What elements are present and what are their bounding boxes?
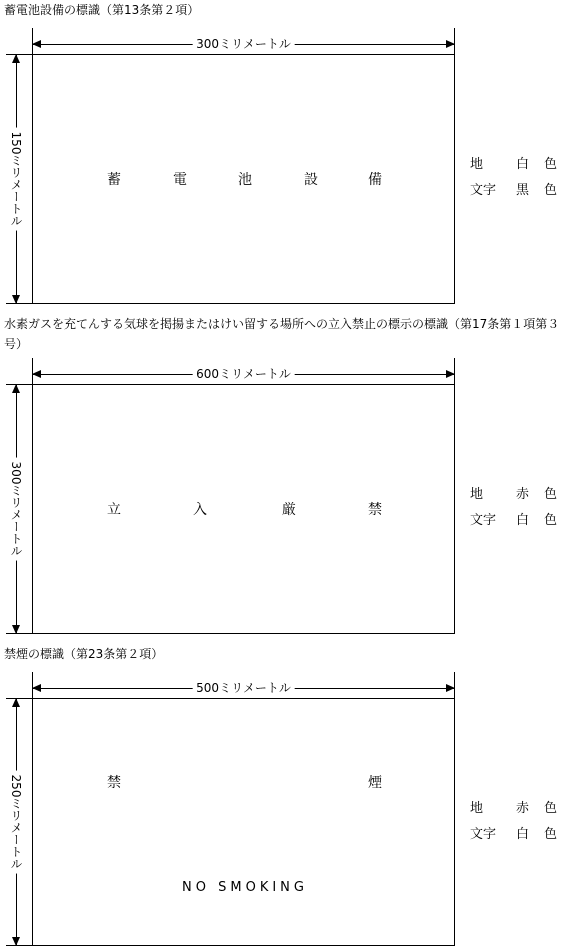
arrow-right-icon (446, 40, 455, 48)
legend-text-value: 黒 (516, 183, 530, 198)
height-label-3: 250ミリメートル (9, 771, 23, 874)
legend-ground-key: 地 (470, 157, 484, 172)
arrow-up-icon (12, 698, 20, 707)
sign-1-char: 蓄 (107, 172, 121, 188)
height-label-2: 300ミリメートル (9, 458, 23, 561)
sign-1-char: 設 (304, 172, 318, 188)
sign-3-char: 煙 (368, 775, 382, 791)
height-dimension-1 (6, 54, 26, 304)
arrow-up-icon (12, 54, 20, 63)
width-dimension-2 (32, 364, 455, 384)
legend-text-key: 文字 (470, 827, 497, 842)
legend-ground-value-suffix: 色 (544, 487, 558, 502)
height-dimension-2 (6, 384, 26, 634)
legend-ground-value-suffix: 色 (544, 157, 558, 172)
legend-1 (470, 152, 570, 204)
legend-ground-key: 地 (470, 801, 484, 816)
sign-2-char: 禁 (368, 502, 382, 518)
legend-ground-value: 赤 (516, 801, 530, 816)
width-dimension-3 (32, 678, 455, 698)
legend-text-value: 白 (516, 827, 530, 842)
legend-text-key: 文字 (470, 513, 497, 528)
legend-text-value-suffix: 色 (544, 183, 558, 198)
sign-3-char: 禁 (107, 775, 121, 791)
sign-3-english: NO SMOKING (182, 880, 308, 895)
legend-ground-value-suffix: 色 (544, 801, 558, 816)
legend-ground-value: 白 (516, 157, 530, 172)
section-2-caption: 水素ガスを充てんする気球を掲揚またはけい留する場所への立入禁止の標示の標識（第17条第１項第３号） (4, 317, 560, 351)
section-3-caption: 禁煙の標識（第23条第２項） (4, 647, 164, 661)
legend-text-key: 文字 (470, 183, 497, 198)
arrow-down-icon (12, 295, 20, 304)
sign-1-char: 池 (238, 172, 252, 188)
legend-ground-value: 赤 (516, 487, 530, 502)
legend-text-value: 白 (516, 513, 530, 528)
section-1-caption: 蓄電池設備の標識（第13条第２項） (4, 3, 200, 17)
arrow-right-icon (446, 370, 455, 378)
arrow-left-icon (32, 370, 41, 378)
sign-1-char: 電 (173, 172, 187, 188)
sign-1-char: 備 (368, 172, 382, 188)
arrow-left-icon (32, 40, 41, 48)
height-dimension-3 (6, 698, 26, 946)
width-label-1: 300ミリメートル (192, 36, 295, 52)
legend-ground-key: 地 (470, 487, 484, 502)
width-label-2: 600ミリメートル (192, 366, 295, 382)
legend-2 (470, 482, 570, 534)
width-dimension-1 (32, 34, 455, 54)
arrow-down-icon (12, 937, 20, 946)
sign-no-smoking (32, 698, 455, 946)
arrow-right-icon (446, 684, 455, 692)
sign-2-char: 入 (193, 502, 207, 518)
sign-no-entry (32, 384, 455, 634)
arrow-down-icon (12, 625, 20, 634)
sign-2-char: 立 (107, 502, 121, 518)
legend-text-value-suffix: 色 (544, 513, 558, 528)
legend-text-value-suffix: 色 (544, 827, 558, 842)
arrow-left-icon (32, 684, 41, 692)
height-label-1: 150ミリメートル (9, 128, 23, 231)
legend-3 (470, 796, 570, 848)
sign-2-char: 厳 (282, 502, 296, 518)
width-label-3: 500ミリメートル (192, 680, 295, 696)
arrow-up-icon (12, 384, 20, 393)
